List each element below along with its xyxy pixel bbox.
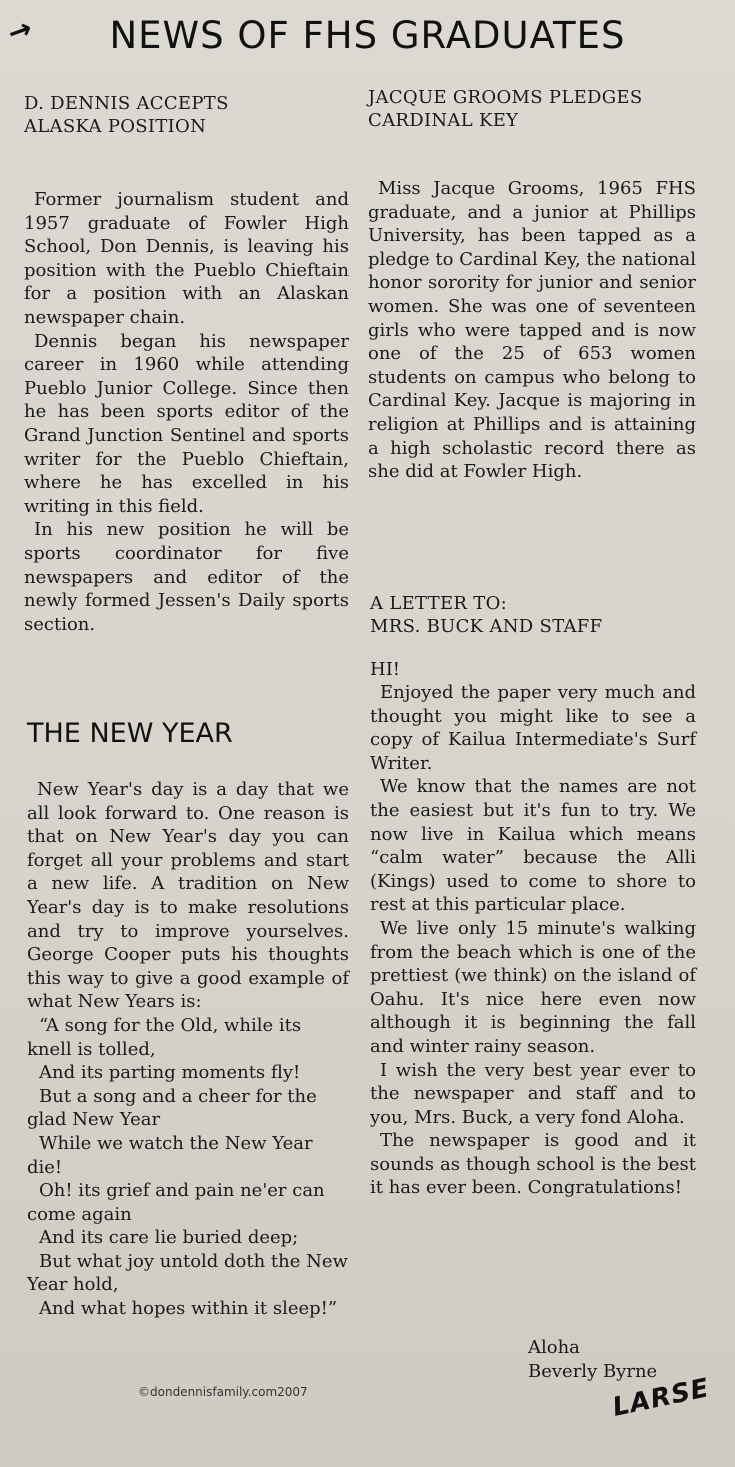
page-headline: NEWS OF FHS GRADUATES bbox=[109, 14, 626, 57]
handwritten-stamp: LARSE bbox=[609, 1373, 713, 1423]
copyright-notice: ©dondennisfamily.com2007 bbox=[138, 1385, 308, 1399]
poem-line: But a song and a cheer for the glad New Year bbox=[27, 1085, 317, 1131]
article-dennis-heading-1: D. DENNIS ACCEPTS bbox=[24, 93, 229, 114]
poem-line: And its care lie buried deep; bbox=[39, 1227, 299, 1249]
article-letter-heading-1: A LETTER TO: bbox=[370, 593, 508, 614]
article-letter-heading-2: MRS. BUCK AND STAFF bbox=[370, 616, 603, 637]
poem-line: While we watch the New Year die! bbox=[27, 1132, 313, 1178]
letter-paragraph: Enjoyed the paper very much and thought you might like to see a copy of Kailua Intermediate's Surf Writer. bbox=[370, 682, 696, 774]
poem-line: “A song for the Old, while its knell is tolled, bbox=[27, 1014, 302, 1060]
article-grooms-heading-2: CARDINAL KEY bbox=[368, 110, 519, 131]
article-grooms-paragraph: Miss Jacque Grooms, 1965 FHS graduate, and a junior at Phillips University, has been tapped as a pledge to Cardinal Key, the national honor sorority for junior and senior women. She was one of seventeen girls who were tapped and is now one of the 25 of 653 women students on campus who belong to Cardinal Key. Jacque is majoring in religion at Phillips and is attaining a high scholastic record there as she did at Fowler High. bbox=[368, 178, 696, 483]
article-letter bbox=[370, 592, 696, 1200]
poem-line: But what joy untold doth the New Year hold, bbox=[27, 1250, 348, 1296]
article-dennis-paragraph: Dennis began his newspaper career in 1960 while attending Pueblo Junior College. Since then he has been sports editor of the Grand Junction Sentinel and sports writer for the Pueblo Chieftain, where he has excelled in his writing in this field. bbox=[24, 330, 349, 517]
letter-paragraph: The newspaper is good and it sounds as though school is the best it has ever been. Congratulations! bbox=[370, 1130, 696, 1199]
article-grooms-body bbox=[368, 177, 696, 484]
article-newyear-heading: THE NEW YEAR bbox=[27, 718, 233, 749]
poem-line: Oh! its grief and pain ne'er can come again bbox=[27, 1180, 325, 1225]
article-dennis bbox=[24, 92, 349, 636]
article-dennis-heading-2: ALASKA POSITION bbox=[24, 116, 207, 137]
article-grooms bbox=[368, 86, 696, 484]
poem-line: And its parting moments fly! bbox=[39, 1062, 301, 1084]
article-dennis-paragraph: In his new position he will be sports coordinator for five newspapers and editor of the newly formed Jessen's Daily sports section. bbox=[24, 519, 349, 635]
letter-greeting: HI! bbox=[370, 659, 401, 680]
signoff-author: Beverly Byrne bbox=[528, 1361, 658, 1382]
signoff-closing: Aloha bbox=[528, 1337, 580, 1358]
letter-paragraph: We know that the names are not the easiest but it's fun to try. We now live in Kailua which means “calm water” because the Alli (Kings) used to come to shore to rest at this particular place. bbox=[370, 776, 696, 916]
corner-mark: → bbox=[3, 10, 37, 51]
article-grooms-heading-1: JACQUE GROOMS PLEDGES bbox=[368, 87, 643, 108]
article-dennis-body bbox=[24, 188, 349, 636]
poem-line: And what hopes within it sleep!” bbox=[39, 1298, 338, 1320]
letter-paragraph: I wish the very best year ever to the newspaper and staff and to you, Mrs. Buck, a very fond Aloha. bbox=[370, 1059, 696, 1128]
article-dennis-paragraph: Former journalism student and 1957 graduate of Fowler High School, Don Dennis, is leaving his position with the Pueblo Chieftain for a position with an Alaskan newspaper chain. bbox=[24, 189, 349, 328]
letter-paragraph: We live only 15 minute's walking from the beach which is one of the prettiest (we think) on the island of Oahu. It's nice here even now although it is beginning the fall and winter rainy season. bbox=[370, 917, 696, 1057]
letter-signoff bbox=[528, 1336, 657, 1384]
article-newyear bbox=[27, 778, 349, 1321]
article-newyear-paragraph: New Year's day is a day that we all look forward to. One reason is that on New Year's day you can forget all your problems and start a new life. A tradition on New Year's day is to make resolutions and try to improve yourselves. George Cooper puts his thoughts this way to give a good example of what New Years is: bbox=[27, 779, 349, 1013]
